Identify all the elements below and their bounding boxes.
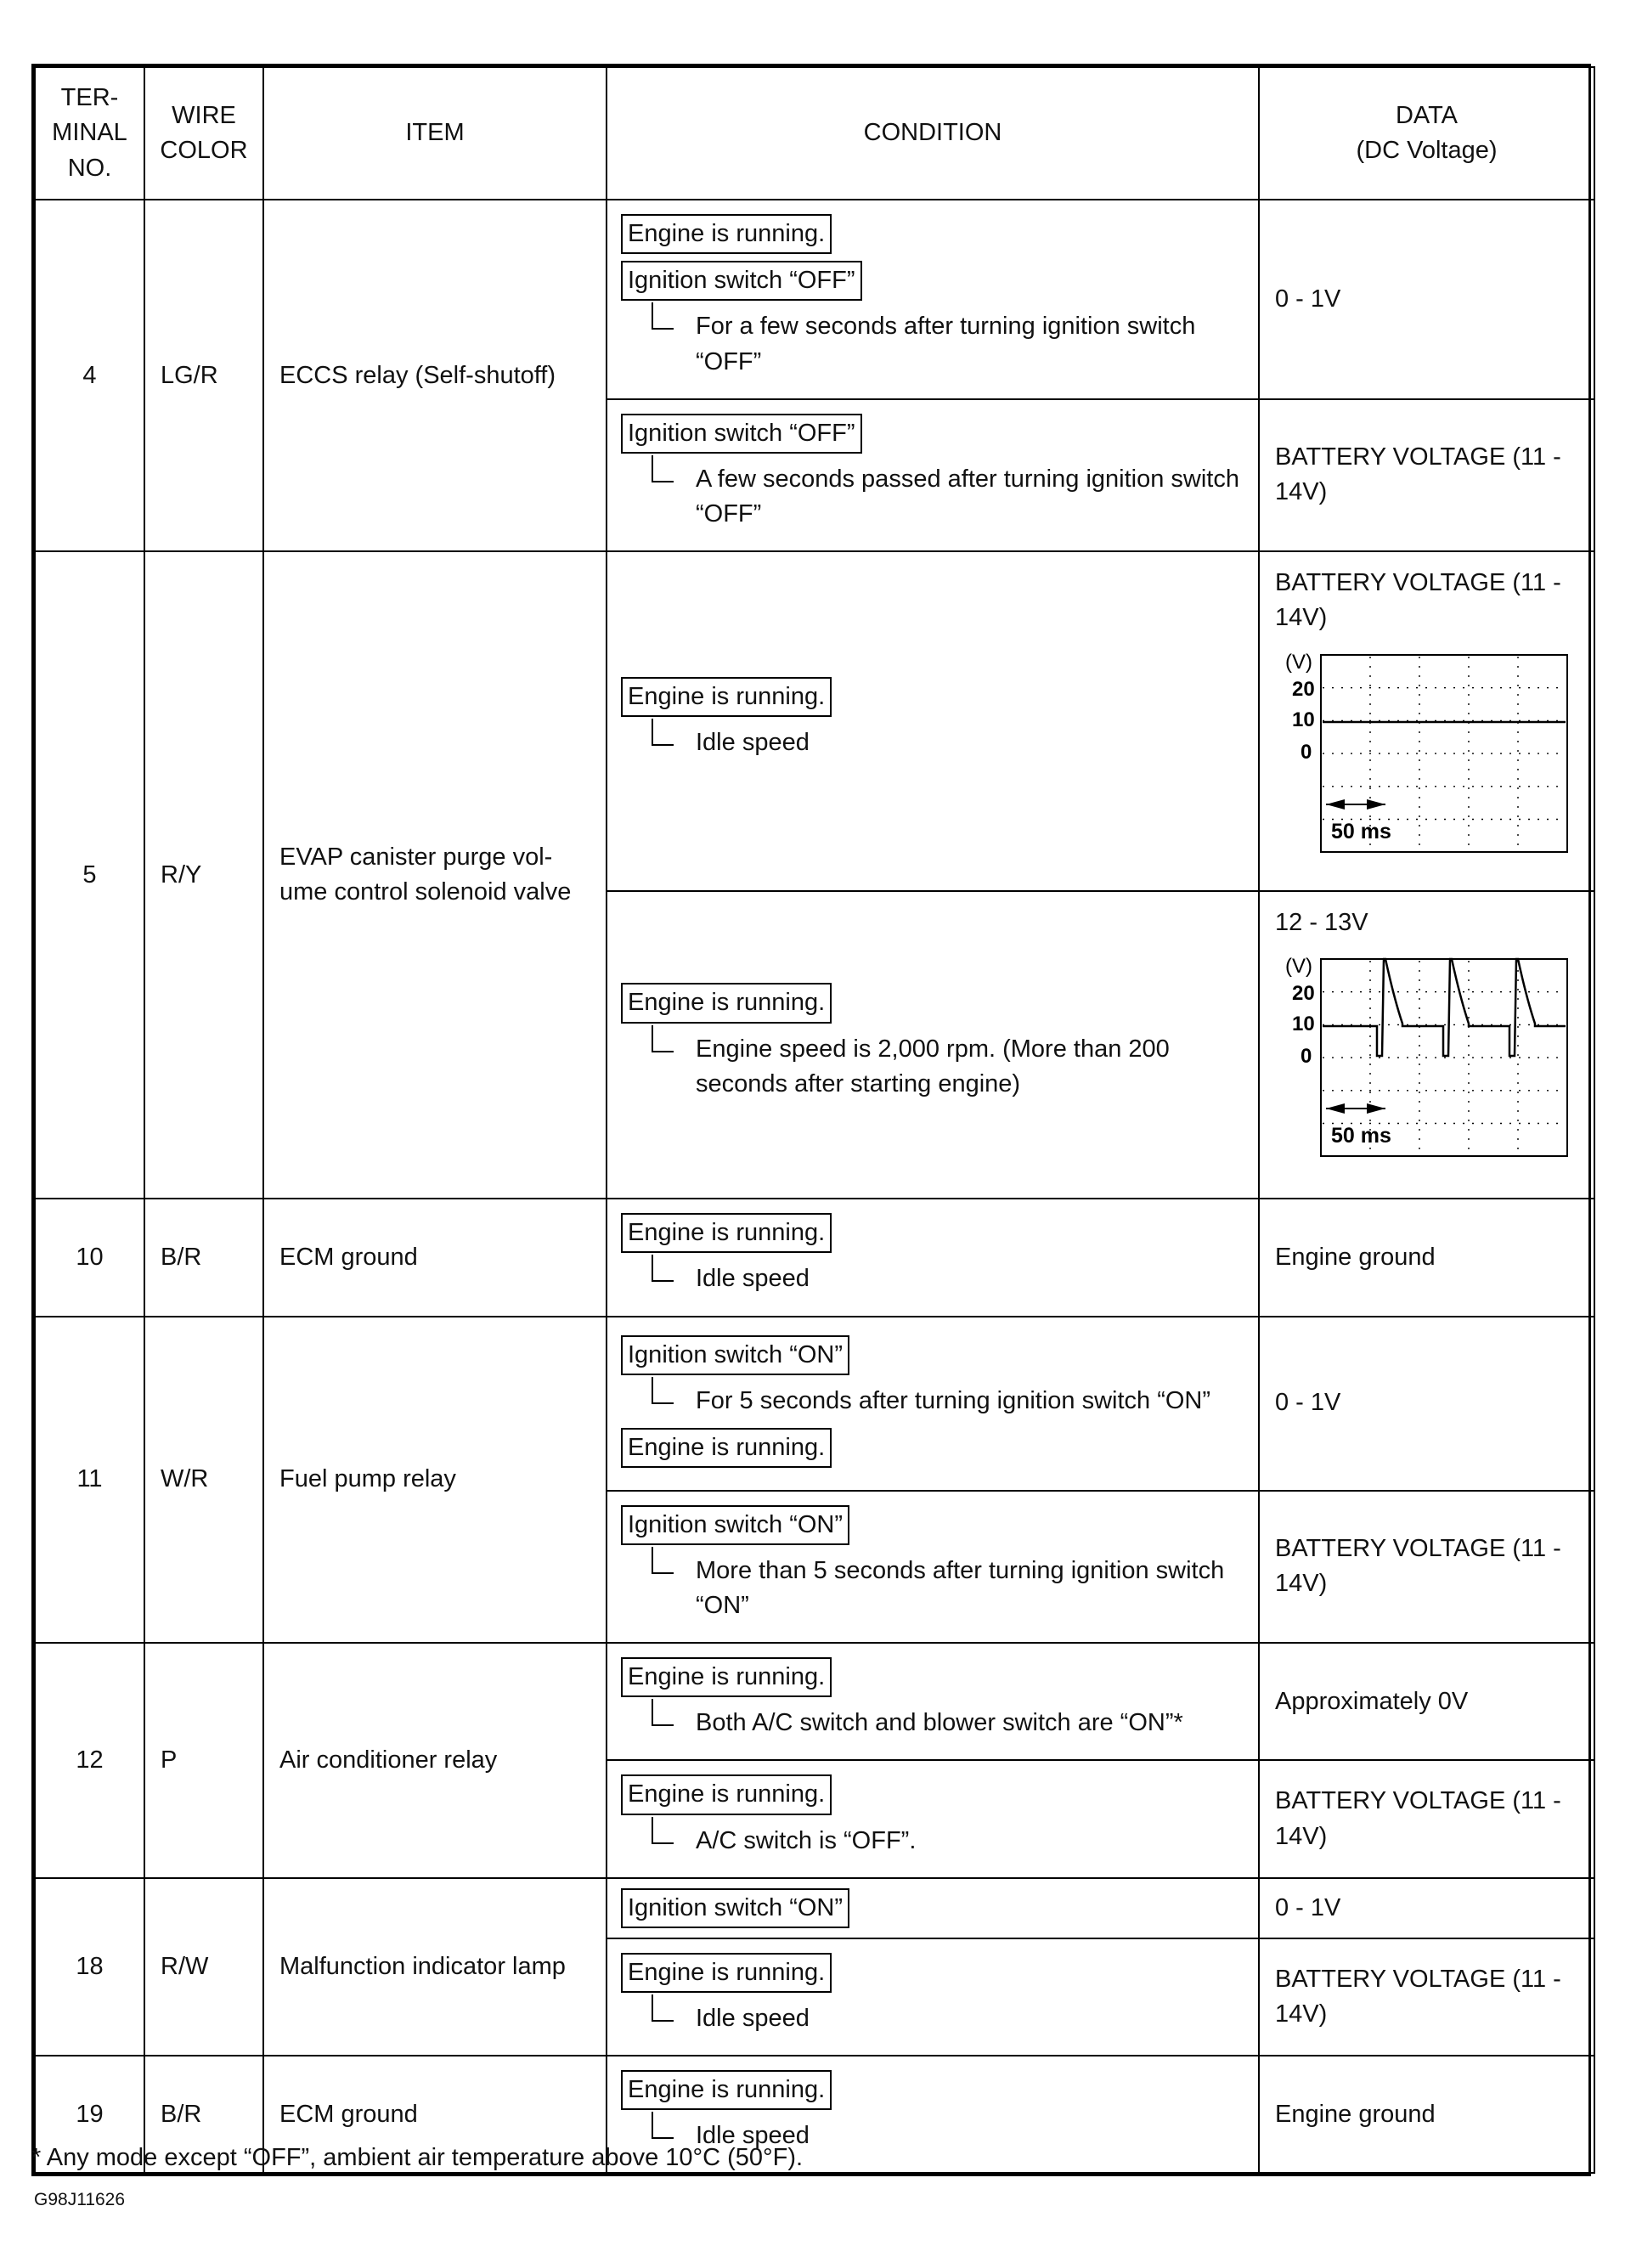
condition-state-box: Ignition switch “ON”: [621, 1888, 849, 1928]
condition-detail: Idle speed: [652, 2118, 1244, 2153]
header-condition: CONDITION: [607, 67, 1259, 200]
condition-cell: [607, 1491, 1259, 1644]
data-value: [1259, 891, 1594, 1199]
time-scale-label: 50 ms: [1331, 1124, 1391, 1148]
table-row: [35, 551, 1594, 891]
wire-color: R/Y: [144, 551, 263, 1199]
condition-state-box: Engine is running.: [621, 1953, 832, 1993]
waveform-unit: (V): [1285, 956, 1312, 979]
terminal-number: 4: [35, 200, 144, 551]
item-name: ECM ground: [263, 2056, 607, 2173]
table-header-row: [35, 67, 1594, 200]
item-name: Air conditioner relay: [263, 1643, 607, 1878]
data-value-text: BATTERY VOLTAGE (11 - 14V): [1275, 569, 1561, 632]
data-value: BATTERY VOLTAGE (11 - 14V): [1259, 1938, 1594, 2056]
table-row: [35, 1317, 1594, 1491]
condition-state-box: Engine is running.: [621, 214, 832, 254]
condition-state-box: Engine is running.: [621, 677, 832, 717]
waveform-tick: 20: [1292, 982, 1315, 1006]
condition-cell: [607, 1878, 1259, 1938]
data-value: BATTERY VOLTAGE (11 - 14V): [1259, 1760, 1594, 1877]
terminal-number: 5: [35, 551, 144, 1199]
figure-code: G98J11626: [34, 2190, 126, 2209]
data-value: BATTERY VOLTAGE (11 - 14V): [1259, 1491, 1594, 1644]
wire-color: LG/R: [144, 200, 263, 551]
data-value: [1259, 551, 1594, 891]
condition-detail: A few seconds passed after turning ignition switch “OFF”: [652, 462, 1244, 532]
condition-cell: [607, 1317, 1259, 1491]
wire-color: R/W: [144, 1878, 263, 2056]
time-scale-label: 50 ms: [1331, 819, 1391, 843]
waveform-trace: [1323, 959, 1566, 1056]
time-scale-arrowhead-left: [1326, 1103, 1345, 1114]
table-row: [35, 200, 1594, 399]
condition-state-box: Engine is running.: [621, 1774, 832, 1814]
table-row: [35, 1878, 1594, 1938]
data-value: BATTERY VOLTAGE (11 - 14V): [1259, 399, 1594, 552]
data-value: 0 - 1V: [1259, 200, 1594, 399]
waveform-tick: 0: [1301, 1045, 1312, 1069]
data-value: 0 - 1V: [1259, 1317, 1594, 1491]
terminal-number: 12: [35, 1643, 144, 1878]
condition-cell: [607, 1199, 1259, 1316]
terminal-data-table: [31, 64, 1591, 2176]
footnote: * Any mode except “OFF”, ambient air temperature above 10°C (50°F).: [31, 2144, 804, 2171]
data-value-text: 12 - 13V: [1275, 909, 1368, 937]
item-name: EVAP canister purge vol-ume control solenoid valve: [263, 551, 607, 1199]
table-row: [35, 1643, 1594, 1760]
condition-cell: [607, 1938, 1259, 2056]
waveform-tick: 0: [1301, 740, 1312, 764]
data-value: 0 - 1V: [1259, 1878, 1594, 1938]
item-name: ECCS relay (Self-shutoff): [263, 200, 607, 551]
header-item: ITEM: [263, 67, 607, 200]
condition-detail: Both A/C switch and blower switch are “ON”*: [652, 1706, 1244, 1740]
item-name: Fuel pump relay: [263, 1317, 607, 1644]
data-value: Engine ground: [1259, 1199, 1594, 1316]
table-row: [35, 1199, 1594, 1316]
condition-cell: [607, 891, 1259, 1199]
item-name: Malfunction indicator lamp: [263, 1878, 607, 2056]
time-scale-arrowhead-right: [1367, 1103, 1385, 1114]
condition-state-box: Ignition switch “OFF”: [621, 261, 862, 301]
condition-detail: A/C switch is “OFF”.: [652, 1824, 1244, 1859]
condition-cell: [607, 551, 1259, 891]
condition-detail: For a few seconds after turning ignition switch “OFF”: [652, 309, 1244, 379]
condition-cell: [607, 200, 1259, 399]
condition-detail: For 5 seconds after turning ignition switch “ON”: [652, 1384, 1244, 1419]
condition-state-box: Ignition switch “ON”: [621, 1505, 849, 1545]
item-name: ECM ground: [263, 1199, 607, 1316]
data-value: Approximately 0V: [1259, 1643, 1594, 1760]
waveform-tick: 10: [1292, 1013, 1315, 1036]
condition-cell: [607, 1643, 1259, 1760]
condition-state-box: Engine is running.: [621, 1428, 832, 1468]
oscilloscope-idle-waveform: [1275, 652, 1569, 862]
condition-state-box: Engine is running.: [621, 983, 832, 1023]
waveform-tick: 10: [1292, 708, 1315, 731]
condition-cell: [607, 399, 1259, 552]
terminal-number: 19: [35, 2056, 144, 2173]
condition-state-box: Ignition switch “OFF”: [621, 414, 862, 454]
header-terminal-no: TER- MINAL NO.: [35, 67, 144, 200]
oscilloscope-pulse-waveform: [1275, 956, 1569, 1166]
condition-detail: Engine speed is 2,000 rpm. (More than 200 seconds after starting engine): [652, 1032, 1244, 1102]
condition-state-box: Engine is running.: [621, 2070, 832, 2110]
waveform-tick: 20: [1292, 677, 1315, 701]
header-data: DATA (DC Voltage): [1259, 67, 1594, 200]
terminal-number: 11: [35, 1317, 144, 1644]
wire-color: B/R: [144, 2056, 263, 2173]
condition-detail: Idle speed: [652, 1261, 1244, 1296]
condition-detail: Idle speed: [652, 725, 1244, 760]
time-scale-arrowhead-left: [1326, 799, 1345, 810]
condition-detail: More than 5 seconds after turning ignition switch “ON”: [652, 1554, 1244, 1623]
condition-state-box: Engine is running.: [621, 1657, 832, 1697]
condition-state-box: Ignition switch “ON”: [621, 1335, 849, 1375]
condition-detail: Idle speed: [652, 2001, 1244, 2036]
condition-cell: [607, 1760, 1259, 1877]
waveform: [1275, 652, 1577, 862]
waveform-unit: (V): [1285, 651, 1312, 674]
wire-color: W/R: [144, 1317, 263, 1644]
waveform: [1275, 956, 1577, 1166]
condition-state-box: Engine is running.: [621, 1213, 832, 1253]
time-scale-arrowhead-right: [1367, 799, 1385, 810]
wire-color: B/R: [144, 1199, 263, 1316]
wire-color: P: [144, 1643, 263, 1878]
terminal-number: 10: [35, 1199, 144, 1316]
terminal-number: 18: [35, 1878, 144, 2056]
data-value: Engine ground: [1259, 2056, 1594, 2173]
header-wire-color: WIRE COLOR: [144, 67, 263, 200]
